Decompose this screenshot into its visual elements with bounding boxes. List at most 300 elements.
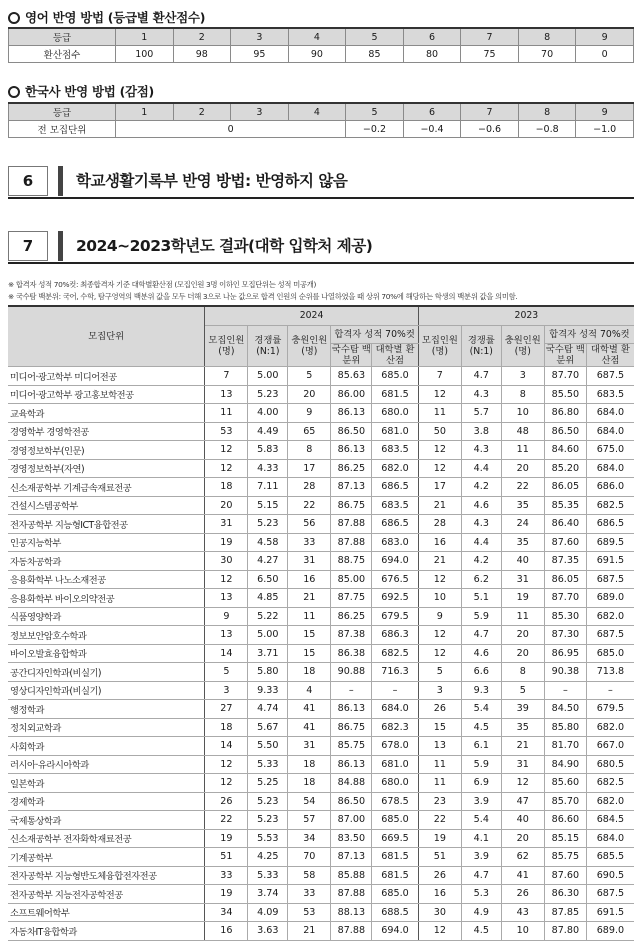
data-cell: 34 <box>205 903 248 922</box>
data-cell: 86.38 <box>331 644 372 663</box>
data-cell: 684.0 <box>586 422 634 441</box>
unit-name-cell: 식품영양학과 <box>8 607 205 626</box>
data-cell: 12 <box>418 626 461 645</box>
data-cell: 87.13 <box>331 478 372 497</box>
data-cell: 20 <box>501 459 544 478</box>
data-cell: 686.0 <box>586 478 634 497</box>
data-cell: 679.5 <box>586 700 634 719</box>
table-row <box>8 478 634 497</box>
history-grade-table <box>8 102 634 138</box>
data-cell: 20 <box>501 626 544 645</box>
data-cell: 35 <box>501 533 544 552</box>
data-cell: 3 <box>205 681 248 700</box>
data-cell: 4.9 <box>461 903 501 922</box>
data-cell: 90.38 <box>544 663 586 682</box>
data-cell: 65 <box>288 422 331 441</box>
grade-header-cell: 6 <box>403 103 461 121</box>
data-cell: 86.50 <box>544 422 586 441</box>
data-cell: 4.3 <box>461 515 501 534</box>
unit-name-cell: 경영정보학부(인문) <box>8 441 205 460</box>
data-cell: – <box>586 681 634 700</box>
unit-name-cell: 전자공학부 지능형ICT융합전공 <box>8 515 205 534</box>
section-title: 2024~2023학년도 결과(대학 입학처 제공) <box>76 237 373 255</box>
data-cell: 58 <box>288 866 331 885</box>
table-row <box>8 922 634 941</box>
data-cell: 26 <box>205 792 248 811</box>
grade-header-cell: 8 <box>518 28 576 46</box>
data-cell: 682.5 <box>372 644 419 663</box>
data-cell: 18 <box>288 774 331 793</box>
table-row <box>8 459 634 478</box>
data-cell: 10 <box>501 922 544 941</box>
data-cell: 21 <box>288 922 331 941</box>
unit-name-cell: 국제통상학과 <box>8 811 205 830</box>
cut-header: 합격자 성적 70%컷 <box>544 325 634 344</box>
data-cell: 4.5 <box>461 718 501 737</box>
data-cell: 5.9 <box>461 755 501 774</box>
table-row <box>8 422 634 441</box>
grade-score-cell: 95 <box>231 46 289 63</box>
data-cell: 3.8 <box>461 422 501 441</box>
data-cell: 8 <box>501 663 544 682</box>
data-cell: 681.0 <box>372 422 419 441</box>
table-row <box>8 700 634 719</box>
data-cell: 689.0 <box>586 922 634 941</box>
data-cell: 9.3 <box>461 681 501 700</box>
data-cell: 682.0 <box>586 718 634 737</box>
data-cell: 4.3 <box>461 441 501 460</box>
data-cell: 4.1 <box>461 829 501 848</box>
data-cell: 86.13 <box>331 755 372 774</box>
data-cell: 7.11 <box>248 478 288 497</box>
english-grade-table <box>8 27 634 63</box>
data-cell: 85.63 <box>331 367 372 386</box>
history-value: −0.6 <box>461 121 519 138</box>
data-cell: 4.5 <box>461 922 501 941</box>
unit-name-cell: 소프트웨어학부 <box>8 903 205 922</box>
history-value: −0.2 <box>346 121 404 138</box>
data-cell: 4.33 <box>248 459 288 478</box>
data-cell: 5.83 <box>248 441 288 460</box>
grade-header-cell: 4 <box>288 28 346 46</box>
section-title: 학교생활기록부 반영 방법: 반영하지 않음 <box>76 172 348 190</box>
data-cell: 6.9 <box>461 774 501 793</box>
data-cell: 85.70 <box>544 792 586 811</box>
data-cell: 87.75 <box>331 589 372 608</box>
data-cell: 87.85 <box>544 903 586 922</box>
data-cell: 22 <box>205 811 248 830</box>
data-cell: 689.5 <box>586 533 634 552</box>
data-cell: 3 <box>418 681 461 700</box>
data-cell: 14 <box>205 737 248 756</box>
data-cell: 87.70 <box>544 367 586 386</box>
data-cell: 12 <box>418 385 461 404</box>
data-cell: 11 <box>205 404 248 423</box>
data-cell: 19 <box>501 589 544 608</box>
data-cell: 685.5 <box>586 848 634 867</box>
unit-name-cell: 사회학과 <box>8 737 205 756</box>
grade-header-cell: 1 <box>116 103 174 121</box>
data-cell: 16 <box>205 922 248 941</box>
data-cell: 4.2 <box>461 552 501 571</box>
data-cell: 682.3 <box>372 718 419 737</box>
data-cell: 4.3 <box>461 385 501 404</box>
competition-header: 경쟁률(N:1) <box>461 325 501 367</box>
table-row <box>8 404 634 423</box>
data-cell: 15 <box>418 718 461 737</box>
table-row <box>8 755 634 774</box>
data-cell: 5.3 <box>461 885 501 904</box>
data-cell: 30 <box>418 903 461 922</box>
data-cell: 28 <box>288 478 331 497</box>
unit-name-cell: 전자공학부 지능형반도체융합전자전공 <box>8 866 205 885</box>
circle-bullet-icon <box>8 12 20 24</box>
data-cell: 87.60 <box>544 533 586 552</box>
data-cell: 684.5 <box>586 811 634 830</box>
data-cell: 4.4 <box>461 459 501 478</box>
cut-header: 합격자 성적 70%컷 <box>331 325 418 344</box>
unit-name-cell: 영상디자인학과(비실기) <box>8 681 205 700</box>
table-row <box>8 811 634 830</box>
data-cell: 62 <box>501 848 544 867</box>
data-cell: 684.0 <box>586 829 634 848</box>
data-cell: 5.53 <box>248 829 288 848</box>
data-cell: 10 <box>418 589 461 608</box>
table-row <box>8 737 634 756</box>
data-cell: 7 <box>205 367 248 386</box>
data-cell: 678.0 <box>372 737 419 756</box>
data-cell: 87.13 <box>331 848 372 867</box>
unit-name-cell: 인공지능학부 <box>8 533 205 552</box>
data-cell: 35 <box>501 718 544 737</box>
data-cell: 26 <box>418 700 461 719</box>
unit-name-cell: 자동차IT융합학과 <box>8 922 205 941</box>
data-cell: 20 <box>205 496 248 515</box>
data-cell: 86.13 <box>331 441 372 460</box>
data-cell: 12 <box>418 570 461 589</box>
data-cell: 28 <box>418 515 461 534</box>
data-cell: 31 <box>205 515 248 534</box>
data-cell: 41 <box>501 866 544 885</box>
data-cell: 26 <box>418 866 461 885</box>
data-cell: 40 <box>501 552 544 571</box>
grade-header-cell: 1 <box>116 28 174 46</box>
data-cell: 9 <box>418 607 461 626</box>
table-row <box>8 570 634 589</box>
data-cell: 12 <box>501 774 544 793</box>
data-cell: 85.60 <box>544 774 586 793</box>
data-cell: 31 <box>288 737 331 756</box>
data-cell: 3 <box>501 367 544 386</box>
data-cell: 48 <box>501 422 544 441</box>
unit-name-cell: 미디어·광고학부 미디어전공 <box>8 367 205 386</box>
grade-header-cell: 2 <box>173 28 231 46</box>
data-cell: 22 <box>288 496 331 515</box>
data-cell: 86.40 <box>544 515 586 534</box>
data-cell: 86.13 <box>331 700 372 719</box>
table-row <box>8 644 634 663</box>
data-cell: 691.5 <box>586 903 634 922</box>
grade-header-cell: 9 <box>576 103 634 121</box>
data-cell: 6.2 <box>461 570 501 589</box>
data-cell: 41 <box>288 718 331 737</box>
data-cell: 4.74 <box>248 700 288 719</box>
unit-name-cell: 응용화학부 나노소재전공 <box>8 570 205 589</box>
data-cell: 5.22 <box>248 607 288 626</box>
data-cell: 682.0 <box>372 459 419 478</box>
data-cell: 85.50 <box>544 385 586 404</box>
data-cell: 5.9 <box>461 607 501 626</box>
data-cell: 4.85 <box>248 589 288 608</box>
unit-name-cell: 경영정보학부(자연) <box>8 459 205 478</box>
table-row <box>8 607 634 626</box>
data-cell: 689.0 <box>586 589 634 608</box>
data-cell: 679.5 <box>372 607 419 626</box>
data-cell: 86.25 <box>331 459 372 478</box>
data-cell: 5.1 <box>461 589 501 608</box>
data-cell: 87.88 <box>331 922 372 941</box>
table-row <box>8 552 634 571</box>
data-cell: 4.25 <box>248 848 288 867</box>
data-cell: 33 <box>288 533 331 552</box>
data-cell: 31 <box>501 570 544 589</box>
divider <box>8 197 634 199</box>
data-cell: 81.70 <box>544 737 586 756</box>
data-cell: 54 <box>288 792 331 811</box>
data-cell: 3.71 <box>248 644 288 663</box>
data-cell: 18 <box>205 478 248 497</box>
data-cell: 5.80 <box>248 663 288 682</box>
unit-name-cell: 정치외교학과 <box>8 718 205 737</box>
grade-header-cell: 4 <box>288 103 346 121</box>
table-row <box>8 589 634 608</box>
data-cell: 667.0 <box>586 737 634 756</box>
history-value: −0.4 <box>403 121 461 138</box>
data-cell: 86.00 <box>331 385 372 404</box>
unit-name-cell: 행정학과 <box>8 700 205 719</box>
unit-name-cell: 러시아·유라시아학과 <box>8 755 205 774</box>
data-cell: 4.00 <box>248 404 288 423</box>
table-row <box>8 626 634 645</box>
grade-header-cell: 5 <box>346 103 404 121</box>
data-cell: 10 <box>501 404 544 423</box>
data-cell: 5.23 <box>248 385 288 404</box>
data-cell: 683.5 <box>372 496 419 515</box>
data-cell: 694.0 <box>372 922 419 941</box>
data-cell: 19 <box>205 533 248 552</box>
unit-name-cell: 신소재공학부 전자화학재료전공 <box>8 829 205 848</box>
data-cell: 3.74 <box>248 885 288 904</box>
data-cell: 16 <box>288 570 331 589</box>
data-cell: 5.4 <box>461 811 501 830</box>
data-cell: 20 <box>501 644 544 663</box>
data-cell: 70 <box>288 848 331 867</box>
grade-score-cell: 75 <box>461 46 519 63</box>
data-cell: 669.5 <box>372 829 419 848</box>
data-cell: 86.60 <box>544 811 586 830</box>
data-cell: 21 <box>418 496 461 515</box>
data-cell: 686.3 <box>372 626 419 645</box>
pct-header: 국수탐 백분위 <box>545 344 585 366</box>
data-cell: 5.4 <box>461 700 501 719</box>
data-cell: 4.09 <box>248 903 288 922</box>
data-cell: 5.15 <box>248 496 288 515</box>
data-cell: 687.5 <box>586 367 634 386</box>
data-cell: 683.5 <box>372 441 419 460</box>
section-7-heading <box>8 231 634 263</box>
unit-name-cell: 응용화학부 바이오의약전공 <box>8 589 205 608</box>
data-cell: 686.5 <box>372 515 419 534</box>
table-row <box>8 515 634 534</box>
data-cell: 681.5 <box>372 385 419 404</box>
quota-header: 모집인원(명) <box>418 325 461 367</box>
table-row <box>8 848 634 867</box>
table-row <box>8 385 634 404</box>
score-header: 대학별 환산점 <box>586 344 634 367</box>
data-cell: 676.5 <box>372 570 419 589</box>
data-cell: 685.0 <box>586 644 634 663</box>
data-cell: 4.49 <box>248 422 288 441</box>
data-cell: 13 <box>205 626 248 645</box>
grade-header-cell: 3 <box>231 28 289 46</box>
grade-header-cell: 3 <box>231 103 289 121</box>
data-cell: 85.20 <box>544 459 586 478</box>
data-cell: 12 <box>418 922 461 941</box>
data-cell: 6.6 <box>461 663 501 682</box>
data-cell: 12 <box>205 774 248 793</box>
data-cell: 86.50 <box>331 422 372 441</box>
data-cell: 11 <box>418 404 461 423</box>
data-cell: 51 <box>418 848 461 867</box>
grade-score-cell: 70 <box>518 46 576 63</box>
data-cell: 87.70 <box>544 589 586 608</box>
data-cell: 21 <box>418 552 461 571</box>
data-cell: 12 <box>418 644 461 663</box>
data-cell: 682.5 <box>586 774 634 793</box>
data-cell: 85.00 <box>331 570 372 589</box>
data-cell: 4.7 <box>461 626 501 645</box>
note-2: ※ 국수탐 백분위: 국어, 수학, 탐구영역의 백분위 값을 모두 더해 3으로 나눈 값으로 합격 인원의 순위를 나열하였을 때 상위 70%에 해당하는 학생의 백분위 값을 의미함. <box>8 292 518 301</box>
data-cell: 713.8 <box>586 663 634 682</box>
grade-header-cell: 등급 <box>9 28 116 46</box>
grade-header-cell: 7 <box>461 28 519 46</box>
data-cell: 691.5 <box>586 552 634 571</box>
history-value: −1.0 <box>576 121 634 138</box>
data-cell: 4.27 <box>248 552 288 571</box>
data-cell: 681.5 <box>372 848 419 867</box>
data-cell: 16 <box>418 885 461 904</box>
data-cell: 4.4 <box>461 533 501 552</box>
data-cell: 4 <box>288 681 331 700</box>
grade-header-cell: 2 <box>173 103 231 121</box>
data-cell: 686.5 <box>372 478 419 497</box>
data-cell: 680.0 <box>372 774 419 793</box>
data-cell: 88.75 <box>331 552 372 571</box>
data-cell: 87.00 <box>331 811 372 830</box>
grade-header-cell: 5 <box>346 28 404 46</box>
history-zero-value: 0 <box>116 121 346 138</box>
data-cell: 22 <box>501 478 544 497</box>
data-cell: 5.33 <box>248 755 288 774</box>
data-cell: 687.5 <box>586 885 634 904</box>
data-cell: 5.7 <box>461 404 501 423</box>
data-cell: 18 <box>205 718 248 737</box>
data-cell: 3.63 <box>248 922 288 941</box>
data-cell: 5.25 <box>248 774 288 793</box>
data-cell: 7 <box>418 367 461 386</box>
pct-header: 국수탐 백분위 <box>331 344 371 366</box>
data-cell: 15 <box>288 644 331 663</box>
table-row <box>8 866 634 885</box>
data-cell: 6.50 <box>248 570 288 589</box>
data-cell: 39 <box>501 700 544 719</box>
data-cell: 11 <box>501 607 544 626</box>
data-cell: 35 <box>501 496 544 515</box>
data-cell: 24 <box>501 515 544 534</box>
data-cell: 85.35 <box>544 496 586 515</box>
data-cell: 685.0 <box>372 885 419 904</box>
section-number: 6 <box>8 166 48 196</box>
data-cell: 12 <box>205 441 248 460</box>
data-cell: 8 <box>501 385 544 404</box>
grade-score-cell: 80 <box>403 46 461 63</box>
data-cell: 685.0 <box>372 367 419 386</box>
table-row <box>8 533 634 552</box>
data-cell: 12 <box>205 459 248 478</box>
year-2023-header: 2023 <box>418 306 634 325</box>
data-cell: 5.23 <box>248 792 288 811</box>
competition-header: 경쟁률(N:1) <box>248 325 288 367</box>
data-cell: 3.9 <box>461 792 501 811</box>
data-cell: 31 <box>288 552 331 571</box>
data-cell: 5.00 <box>248 626 288 645</box>
data-cell: 5 <box>418 663 461 682</box>
data-cell: 90.88 <box>331 663 372 682</box>
grade-header-cell: 9 <box>576 28 634 46</box>
data-cell: 15 <box>288 626 331 645</box>
data-cell: 11 <box>418 755 461 774</box>
data-cell: 87.88 <box>331 885 372 904</box>
table-row <box>8 774 634 793</box>
data-cell: 13 <box>205 385 248 404</box>
data-cell: 21 <box>501 737 544 756</box>
data-cell: 5 <box>501 681 544 700</box>
extra-header: 충원인원(명) <box>288 325 331 367</box>
data-cell: 692.5 <box>372 589 419 608</box>
data-cell: 682.0 <box>586 792 634 811</box>
data-cell: 8 <box>288 441 331 460</box>
table-row <box>8 792 634 811</box>
history-value: −0.8 <box>518 121 576 138</box>
table-row <box>8 681 634 700</box>
data-cell: 17 <box>288 459 331 478</box>
data-cell: 12 <box>418 441 461 460</box>
data-cell: 682.0 <box>586 607 634 626</box>
data-cell: 86.80 <box>544 404 586 423</box>
data-cell: 87.35 <box>544 552 586 571</box>
unit-name-cell: 신소재공학부 기계금속재료전공 <box>8 478 205 497</box>
data-cell: – <box>544 681 586 700</box>
table-row <box>8 496 634 515</box>
data-cell: 50 <box>418 422 461 441</box>
table-row <box>8 367 634 386</box>
section-number: 7 <box>8 231 48 261</box>
data-cell: 694.0 <box>372 552 419 571</box>
unit-name-cell: 자동차공학과 <box>8 552 205 571</box>
data-cell: 83.50 <box>331 829 372 848</box>
data-cell: 16 <box>418 533 461 552</box>
data-cell: 12 <box>418 459 461 478</box>
